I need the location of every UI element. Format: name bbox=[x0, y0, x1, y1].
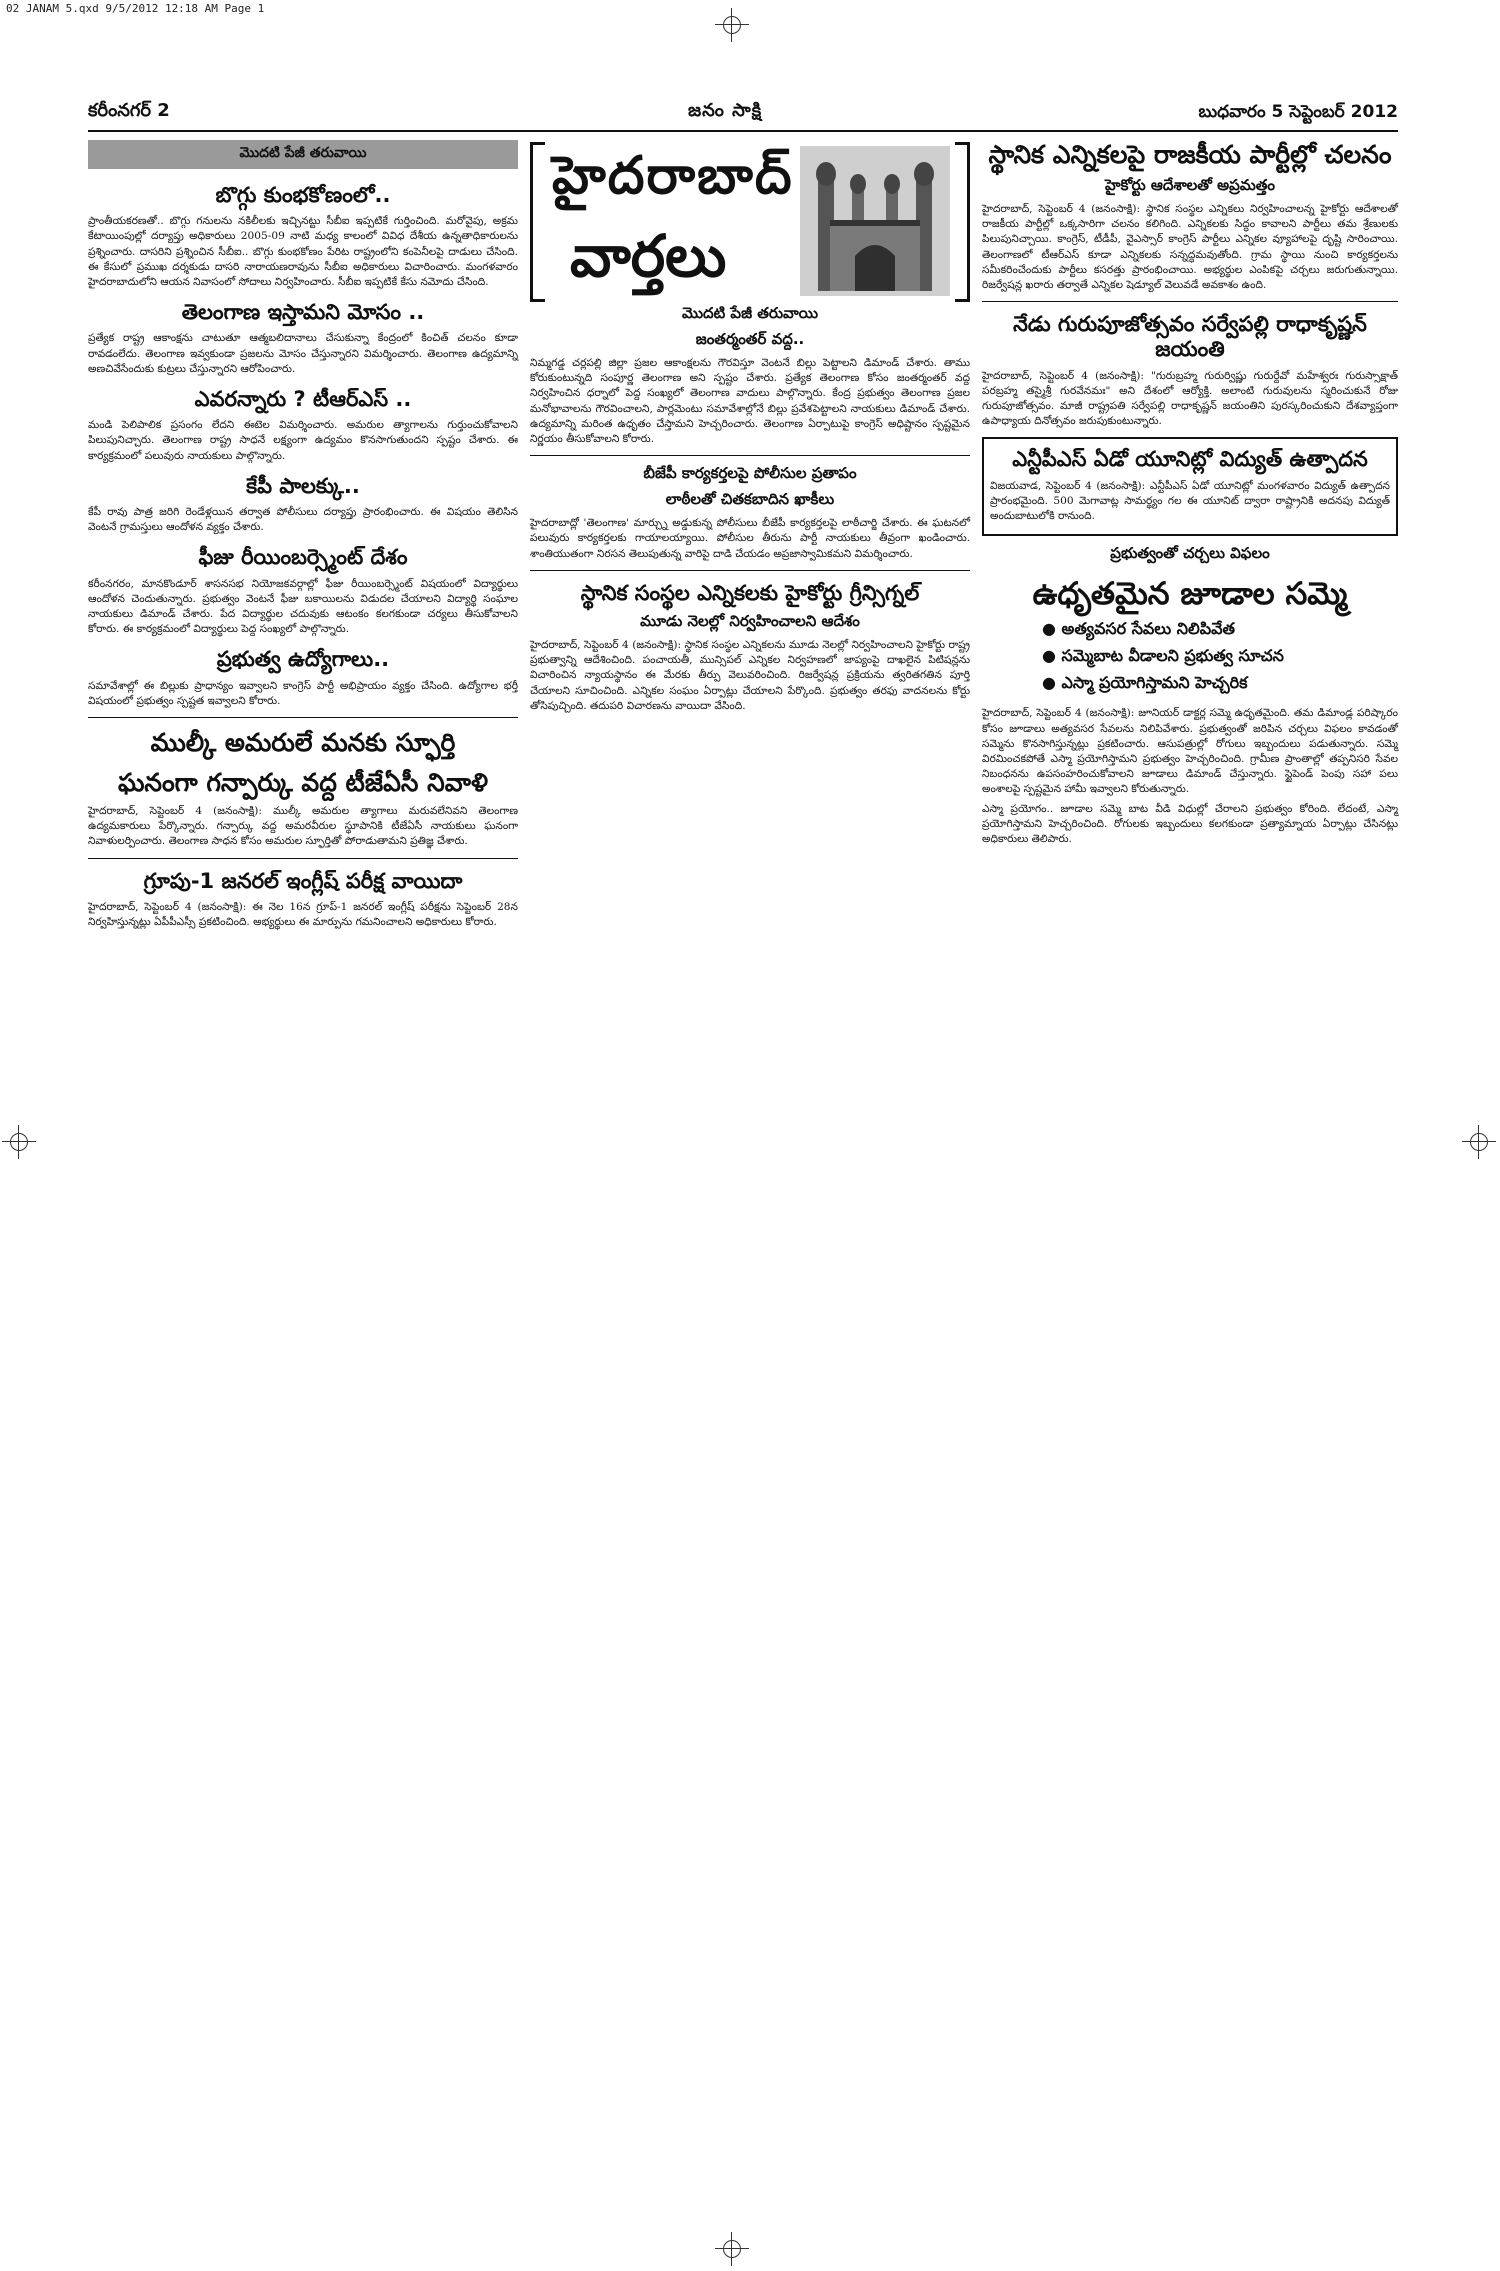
headline: ఫీజు రీయింబర్స్మెంట్ దేశం bbox=[198, 545, 408, 570]
divider bbox=[530, 455, 970, 456]
section-tag: మొదటి పేజీ తరువాయి bbox=[681, 304, 819, 322]
bullet-item: ● ఎస్మా ప్రయోగిస్తామని హెచ్చరిక bbox=[1042, 673, 1398, 696]
bullet-list bbox=[982, 619, 1398, 696]
subheading: ప్రభుత్వంతో చర్చలు విఫలం bbox=[1110, 544, 1270, 563]
headline: కేపీ పాలక్కు.. bbox=[246, 473, 360, 498]
article-body: కేపీ రావు పాత్ర జరిగి రెండేళ్లయిన తర్వాత పోలీసులు దర్యాప్తు ప్రారంభించారు. ఈ విషయం తెలిసిన వెంటనే గ్రామస్తులు ఆందోళన వ్యక్తం చేశారు. bbox=[88, 505, 518, 534]
divider bbox=[88, 858, 518, 859]
article-body: హైదరాబాద్లో 'తెలంగాణ' మార్చ్ను అడ్డుకున్న పోలీసులు బీజేపీ కార్యకర్తలపై లాఠీచార్జి చేశారు. ఈ ఘటనలో పలువురు కార్యకర్తలకు గాయాలయ్యాయి. పోలీసుల తీరును పార్టీ నాయకులు తీవ్రంగా ఖండించారు. శాంతియుతంగా నిరసన తెలుపుతున్న వారిపై దాడి చేయడం అప్రజాస్వామికమని విమర్శించారు. bbox=[530, 517, 970, 560]
headline: గ్రూపు-1 జనరల్ ఇంగ్లీష్ పరీక్ష వాయిదా bbox=[143, 868, 463, 893]
article-body: హైదరాబాద్, సెప్టెంబర్ 4 (జనంసాక్షి): ముల్కీ అమరుల త్యాగాలు మరువలేనివని తెలంగాణ ఉద్యమకారులు పేర్కొన్నారు. గన్పార్కు వద్ద అమరవీరుల స్థూపానికి టీజేఏసీ నాయకులు ఘనంగా నివాళులర్పించారు. తెలంగాణ సాధన కోసం అమరుల స్ఫూర్తితో పోరాడుతామని ప్రతిజ్ఞ చేశారు. bbox=[88, 804, 518, 848]
article-body: హైదరాబాద్, సెప్టెంబర్ 4 (జనంసాక్షి): "గురుబ్రహ్మ గురుర్విష్ణు గురుర్దేవో మహేశ్వరః గురుస్సాక్షాత్ పరబ్రహ్మ తస్మైశ్రీ గురవేనమః" అని దేశంలో ఆర్యోక్తి. అలాంటి గురువులను స్మరించుకునే రోజు గురుపూజోత్సవం. మాజీ రాష్ట్రపతి సర్వేపల్లి రాధాకృష్ణన్ జయంతిని పురస్కరించుకుని దేశవ్యాప్తంగా ఉపాధ్యాయ దినోత్సవం జరుపుకుంటున్నారు. bbox=[982, 369, 1398, 428]
headline: ఎన్టీపీఎస్ ఏడో యూనిట్లో విద్యుత్ ఉత్పాదన bbox=[1012, 447, 1368, 472]
column-right bbox=[982, 140, 1398, 851]
headline: ముల్కీ అమరులే మనకు స్ఫూర్తి bbox=[150, 727, 456, 757]
divider bbox=[88, 717, 518, 718]
bracket-right bbox=[955, 142, 970, 302]
registration-mark bbox=[2, 1125, 36, 1159]
headline: స్థానిక సంస్థల ఎన్నికలకు హైకోర్టు గ్రీన్సిగ్నల్ bbox=[580, 580, 920, 605]
page-label: కరీంనగర్ 2 bbox=[88, 100, 170, 121]
registration-mark bbox=[715, 2232, 749, 2266]
divider bbox=[530, 570, 970, 571]
column-middle bbox=[530, 140, 970, 718]
banner-title: వార్తలు bbox=[570, 222, 727, 290]
registration-mark bbox=[1462, 1125, 1496, 1159]
bullet-item: ● అత్యవసర సేవలు నిలిపివేత bbox=[1042, 619, 1398, 642]
page-header bbox=[88, 100, 1398, 132]
print-slug: 02 JANAM 5.qxd 9/5/2012 12:18 AM Page 1 bbox=[6, 2, 265, 15]
headline: నేడు గురుపూజోత్సవం సర్వేపల్లి రాధాకృష్ణన్ జయంతి bbox=[1013, 312, 1367, 362]
subheading: బీజేపీ కార్యకర్తలపై పోలీసుల ప్రతాపం bbox=[643, 464, 857, 483]
headline: స్థానిక ఎన్నికలపై రాజకీయ పార్టీల్లో చలనం bbox=[988, 140, 1392, 169]
subheading: హైకోర్టు ఆదేశాలతో అప్రమత్తం bbox=[1104, 176, 1275, 194]
headline: ఘనంగా గన్పార్కు వద్ద టీజేఏసీ నివాళి bbox=[117, 767, 489, 797]
headline: ఉధృతమైన జూడాల సమ్మె bbox=[1032, 576, 1348, 613]
article-body: హైదరాబాద్, సెప్టెంబర్ 4 (జనంసాక్షి): స్థానిక సంస్థల ఎన్నికలను మూడు నెలల్లో నిర్వహించాలని హైకోర్టు రాష్ట్ర ప్రభుత్వాన్ని ఆదేశించింది. పంచాయతీ, మున్సిపల్ ఎన్నికల నిర్వహణలో జాప్యంపై దాఖలైన పిటిషన్లను విచారించిన న్యాయస్థానం ఈ మేరకు తీర్పు వెలువరించింది. రిజర్వేషన్ల ప్రక్రియను త్వరితగతిన పూర్తి చేయాలని సూచించింది. ఎన్నికల సంఘం ఏర్పాట్లు చేయాలని పేర్కొంది. ప్రభుత్వం తరఫు వాదనలను కోర్టు తోసిపుచ్చింది. తదుపరి విచారణను వాయిదా వేసింది. bbox=[530, 639, 970, 712]
column-left bbox=[88, 140, 518, 934]
article-body: హైదరాబాద్, సెప్టెంబర్ 4 (జనంసాక్షి): ఈ నెల 16న గ్రూప్-1 జనరల్ ఇంగ్లీష్ పరీక్షను సెప్టెంబర్ 28న నిర్వహిస్తున్నట్లు ఏపీపీఎస్సీ ప్రకటించింది. అభ్యర్థులు ఈ మార్పును గమనించాలని అధికారులు కోరారు. bbox=[88, 900, 518, 928]
hyderabad-news-banner bbox=[530, 140, 970, 300]
article-body: ప్రత్యేక రాష్ట్ర ఆకాంక్షను చాటుతూ ఆత్మబలిదానాలు చేసుకున్నా కేంద్రంలో కించిత్ చలనం కూడా రావడంలేదు. తెలంగాణ ఇవ్వకుండా ప్రజలను మోసం చేస్తున్నారని విమర్శించారు. తెలంగాణ ఉద్యమాన్ని అణచివేసేందుకు కుట్రలు చేస్తున్నారని ఆరోపించారు. bbox=[88, 332, 518, 375]
issue-date: బుధవారం 5 సెప్టెంబర్ 2012 bbox=[1198, 102, 1398, 122]
registration-mark bbox=[715, 8, 749, 42]
divider bbox=[982, 301, 1398, 302]
article-body: నిమ్మగడ్డ చర్లపల్లి జిల్లా ప్రజల ఆకాంక్షలను గౌరవిస్తూ వెంటనే బిల్లు పెట్టాలని డిమాండ్ చేశారు. తాము కోరుకుంటున్నది సంపూర్ణ తెలంగాణ అని స్పష్టం చేశారు. ప్రత్యేక తెలంగాణ కోసం జంతర్మంతర్ వద్ద నిర్వహించిన ధర్నాలో పెద్ద సంఖ్యలో తెలంగాణ వాదులు పాల్గొన్నారు. కేంద్ర ప్రభుత్వం తెలంగాణ ప్రజల మనోభావాలను గౌరవించాలని, పార్లమెంటు సమావేశాల్లోనే బిల్లు ప్రవేశపెట్టాలని నాయకులు డిమాండ్ చేశారు. ఉద్యమాన్ని మరింత ఉధృతం చేస్తామని హెచ్చరించారు. తెలంగాణ ఏర్పాటుపై కాంగ్రెస్ అధిష్టానం స్పష్టమైన నిర్ణయం తీసుకోవాలని కోరారు. bbox=[530, 357, 970, 446]
charminar-icon bbox=[800, 146, 950, 296]
subheading: జంతర్మంతర్ వద్ద.. bbox=[695, 330, 805, 348]
boxed-article bbox=[982, 437, 1398, 536]
article-body: మండి పెలిపాలిక ప్రసంగం లేదని ఈటెల విమర్శించారు. అమరుల త్యాగాలను గుర్తుంచుకోవాలని పిలుపునిచ్చారు. తెలంగాణ రాష్ట్ర సాధనే లక్ష్యంగా ఉద్యమం కొనసాగుతుందని స్పష్టం చేశారు. ఈ కార్యక్రమంలో పలువురు నాయకులు పాల్గొన్నారు. bbox=[88, 419, 518, 462]
article-body: హైదరాబాద్, సెప్టెంబర్ 4 (జనంసాక్షి): జూనియర్ డాక్టర్ల సమ్మె ఉధృతమైంది. తమ డిమాండ్ల పరిష్కారం కోసం జూడాలు అత్యవసర సేవలను నిలిపివేశారు. ప్రభుత్వంతో జరిపిన చర్చలు విఫలం కావడంతో సమ్మెను కొనసాగిస్తున్నట్లు ప్రకటించారు. ఆసుపత్రుల్లో రోగులు ఇబ్బందులు పడుతున్నారు. సమ్మె విరమించకపోతే ఎస్మా ప్రయోగిస్తామని ప్రభుత్వం హెచ్చరించింది. గ్రామీణ ప్రాంతాల్లో తప్పనిసరి సేవల నిబంధనను ఉపసంహరించుకోవాలని జూడాలు డిమాండ్ చేస్తున్నారు. స్టైపెండ్ పెంపు సహా పలు అంశాలపై స్పష్టమైన హామీ ఇవ్వాలని కోరుతున్నారు. bbox=[982, 707, 1398, 796]
article-body: ప్రాంతీయకరణతో.. బొగ్గు గనులను నకిలీలకు ఇచ్చినట్టు సీబీఐ ఇప్పటికే గుర్తించింది. మరోవైపు, అక్రమ కేటాయింపుల్లో దర్యాప్తు అధికారులు 2005-09 నాటి మధ్య కాలంలో వివిధ దేశీయ ఉన్నతాధికారులను ప్రశ్నించారు. దాసరిని ప్రశ్నించిన సీబీఐ.. బొగ్గు కుంభకోణం పేరిట రాష్ట్రంలోని కంపెనీలపై దాడులు చేసింది. ఈ కేసులో ప్రముఖ దర్శకుడు దాసరి నారాయణరావును సీబీఐ అధికారులు విచారించారు. మంగళవారం హైదరాబాదులోని ఆయన నివాసంలో సోదాలు నిర్వహించారు. సీబీఐ ఇప్పటికే కేసు నమోదు చేసింది. bbox=[88, 215, 518, 288]
subheading: లాఠీలతో చితకబాదిన ఖాకీలు bbox=[665, 490, 835, 509]
article-body: ఎస్మా ప్రయోగం.. జూడాల సమ్మె బాట వీడి విధుల్లో చేరాలని ప్రభుత్వం కోరింది. లేదంటే, ఎస్మా ప్రయోగిస్తామని హెచ్చరించింది. రోగులకు ఇబ్బందులు కలగకుండా ప్రత్యామ్నాయ ఏర్పాట్లు చేసినట్లు అధికారులు తెలిపారు. bbox=[982, 802, 1398, 846]
subheading: మూడు నెలల్లో నిర్వహించాలని ఆదేశం bbox=[640, 612, 860, 631]
banner-title: హైదరాబాద్ bbox=[552, 146, 794, 206]
section-tag: మొదటి పేజీ తరువాయి bbox=[88, 140, 518, 169]
headline: బొగ్గు కుంభకోణంలో.. bbox=[215, 183, 391, 207]
article-body: సమావేశాల్లో ఈ బిల్లుకు ప్రాధాన్యం ఇవ్వాలని కాంగ్రెస్ పార్టీ అభిప్రాయం వ్యక్తం చేసింది. ఉద్యోగాల భర్తీ విషయంలో ప్రభుత్వం స్పష్టత ఇవ్వాలని కోరారు. bbox=[88, 679, 518, 707]
headline: తెలంగాణ ఇస్తామని మోసం .. bbox=[181, 300, 425, 325]
article-body: విజయవాడ, సెప్టెంబర్ 4 (జనంసాక్షి): ఎన్టీపీఎస్ ఏడో యూనిట్లో మంగళవారం విద్యుత్ ఉత్పాదన ప్రారంభమైంది. 500 మెగావాట్ల సామర్థ్యం గల ఈ యూనిట్ ద్వారా రాష్ట్రానికి అదనపు విద్యుత్ అందుబాటులోకి రానుంది. bbox=[990, 479, 1390, 522]
masthead: జనం సాక్షి bbox=[688, 100, 763, 121]
article-body: కరీంనగరం, మానకొండూర్ శాసనసభ నియోజకవర్గాల్లో ఫీజు రీయింబర్స్మెంట్ విషయంలో విద్యార్థులు ఆందోళన చెందుతున్నారు. ప్రభుత్వం వెంటనే ఫీజు బకాయిలను విడుదల చేయాలని విద్యార్థి సంఘాల నాయకులు డిమాండ్ చేశారు. పేద విద్యార్థుల చదువుకు ఆటంకం కలగకుండా చర్యలు తీసుకోవాలని కోరారు. ఈ కార్యక్రమంలో విద్యార్థులు పెద్ద సంఖ్యలో పాల్గొన్నారు. bbox=[88, 577, 518, 636]
bullet-item: ● సమ్మెబాట వీడాలని ప్రభుత్వ సూచన bbox=[1042, 646, 1398, 669]
headline: ప్రభుత్వ ఉద్యోగాలు.. bbox=[216, 647, 390, 672]
article-body: హైదరాబాద్, సెప్టెంబర్ 4 (జనంసాక్షి): స్థానిక సంస్థల ఎన్నికలు నిర్వహించాలన్న హైకోర్టు ఆదేశాలతో రాజకీయ పార్టీల్లో ఒక్కసారిగా చలనం కలిగింది. ఎన్నికలకు సిద్ధం కావాలని పార్టీలు తమ శ్రేణులకు పిలుపునిచ్చాయి. కాంగ్రెస్, టీడీపీ, వైఎస్సార్ కాంగ్రెస్ పార్టీలు ఎన్నికల వ్యూహాలపై దృష్టి సారించాయి. తెలంగాణలో టీఆర్ఎస్ కూడా ఎన్నికలకు సన్నద్ధమవుతోంది. గ్రామ స్థాయి నుంచి కార్యకర్తలను సమీకరించేందుకు పార్టీలు కసరత్తు ప్రారంభించాయి. అభ్యర్థుల ఎంపికపై చర్చలు జరుగుతున్నాయి. రిజర్వేషన్ల ఖరారు తర్వాతే ఎన్నికల షెడ్యూల్ వెలువడే అవకాశం ఉంది. bbox=[982, 203, 1398, 292]
headline: ఎవరన్నారు ? టీఆర్ఎస్ .. bbox=[194, 387, 412, 411]
bracket-left bbox=[530, 142, 545, 302]
